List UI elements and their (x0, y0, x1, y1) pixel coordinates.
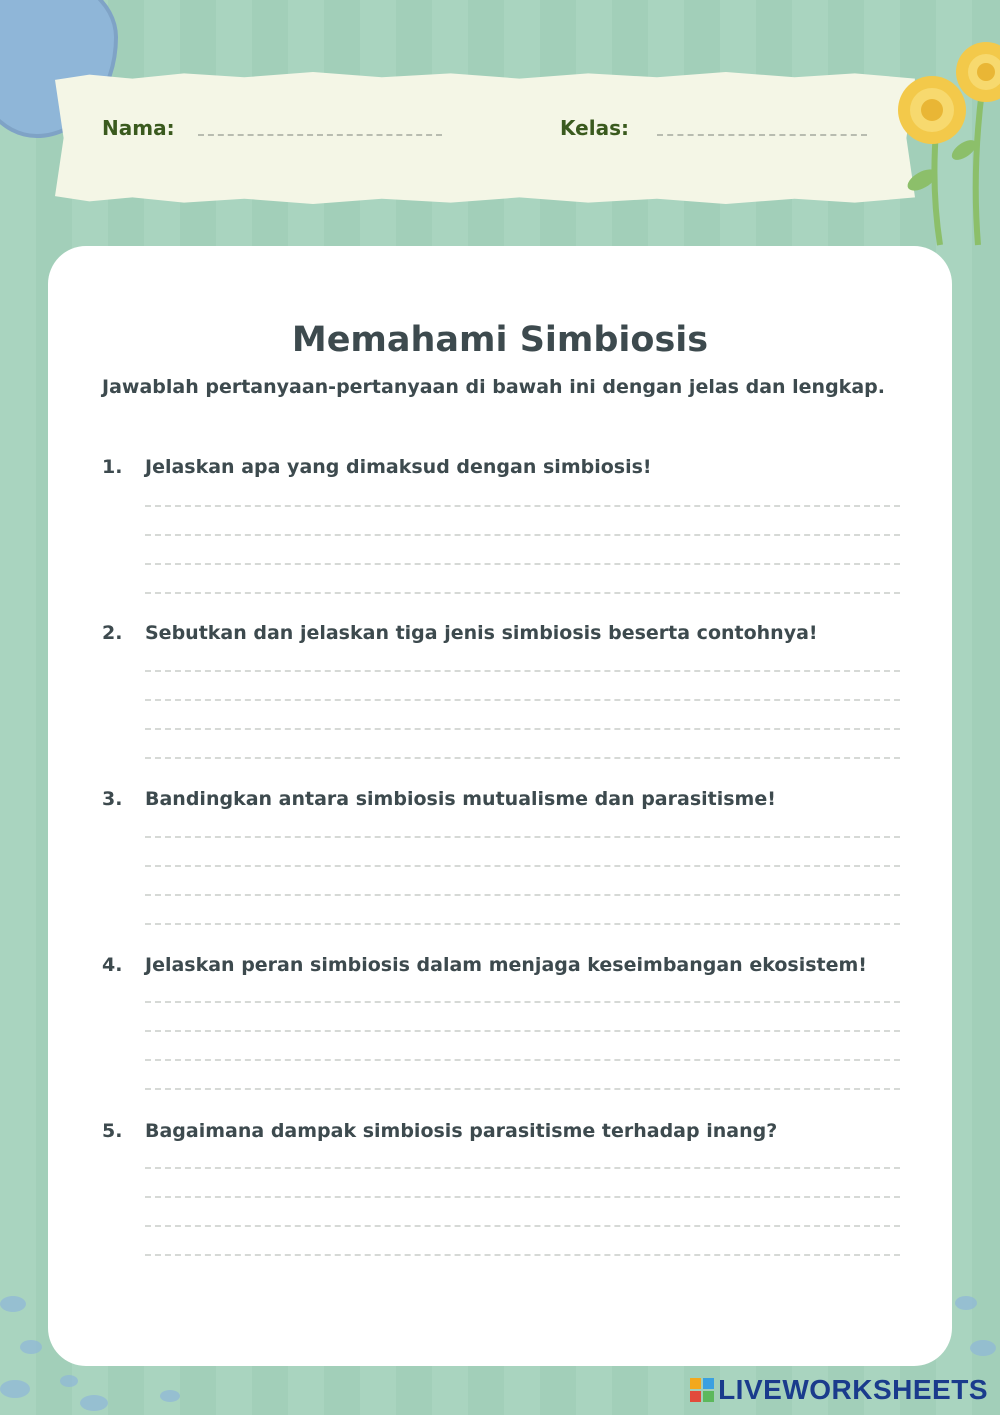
answer-line[interactable] (145, 728, 900, 730)
flower-icon (860, 30, 1000, 250)
page-title: Memahami Simbiosis (291, 320, 709, 360)
answer-line[interactable] (145, 865, 900, 867)
question-number: 2. (102, 622, 123, 644)
answer-line[interactable] (145, 923, 900, 925)
instruction-text: Jawablah pertanyaan-pertanyaan di bawah ini dengan jelas dan lengkap. (102, 376, 885, 398)
question-text: Jelaskan peran simbiosis dalam menjaga keseimbangan ekosistem! (145, 954, 867, 976)
answer-line[interactable] (145, 1088, 900, 1090)
question-number: 3. (102, 788, 123, 810)
answer-line[interactable] (145, 592, 900, 594)
answer-line[interactable] (145, 1225, 900, 1227)
question-number: 5. (102, 1120, 123, 1142)
question-text: Bandingkan antara simbiosis mutualisme dan parasitisme! (145, 788, 776, 810)
name-label: Nama: (102, 116, 175, 140)
header-banner (55, 72, 915, 204)
answer-line[interactable] (145, 670, 900, 672)
brand-wordmark[interactable]: LIVEWORKSHEETS (718, 1374, 988, 1405)
answer-line[interactable] (145, 1196, 900, 1198)
answer-line[interactable] (145, 505, 900, 507)
question-number: 4. (102, 954, 123, 976)
question-text: Jelaskan apa yang dimaksud dengan simbiosis! (145, 456, 652, 478)
answer-line[interactable] (145, 1030, 900, 1032)
answer-line[interactable] (145, 1254, 900, 1256)
answer-line[interactable] (145, 1001, 900, 1003)
name-input-line[interactable] (198, 134, 442, 136)
answer-line[interactable] (145, 1059, 900, 1061)
answer-line[interactable] (145, 534, 900, 536)
class-label: Kelas: (560, 116, 629, 140)
question-text: Sebutkan dan jelaskan tiga jenis simbiosis beserta contohnya! (145, 622, 818, 644)
question-text: Bagaimana dampak simbiosis parasitisme terhadap inang? (145, 1120, 778, 1142)
answer-line[interactable] (145, 699, 900, 701)
answer-line[interactable] (145, 1167, 900, 1169)
answer-line[interactable] (145, 563, 900, 565)
answer-line[interactable] (145, 836, 900, 838)
answer-line[interactable] (145, 757, 900, 759)
class-input-line[interactable] (657, 134, 867, 136)
answer-line[interactable] (145, 894, 900, 896)
liveworksheets-logo-icon (690, 1378, 714, 1402)
question-number: 1. (102, 456, 123, 478)
